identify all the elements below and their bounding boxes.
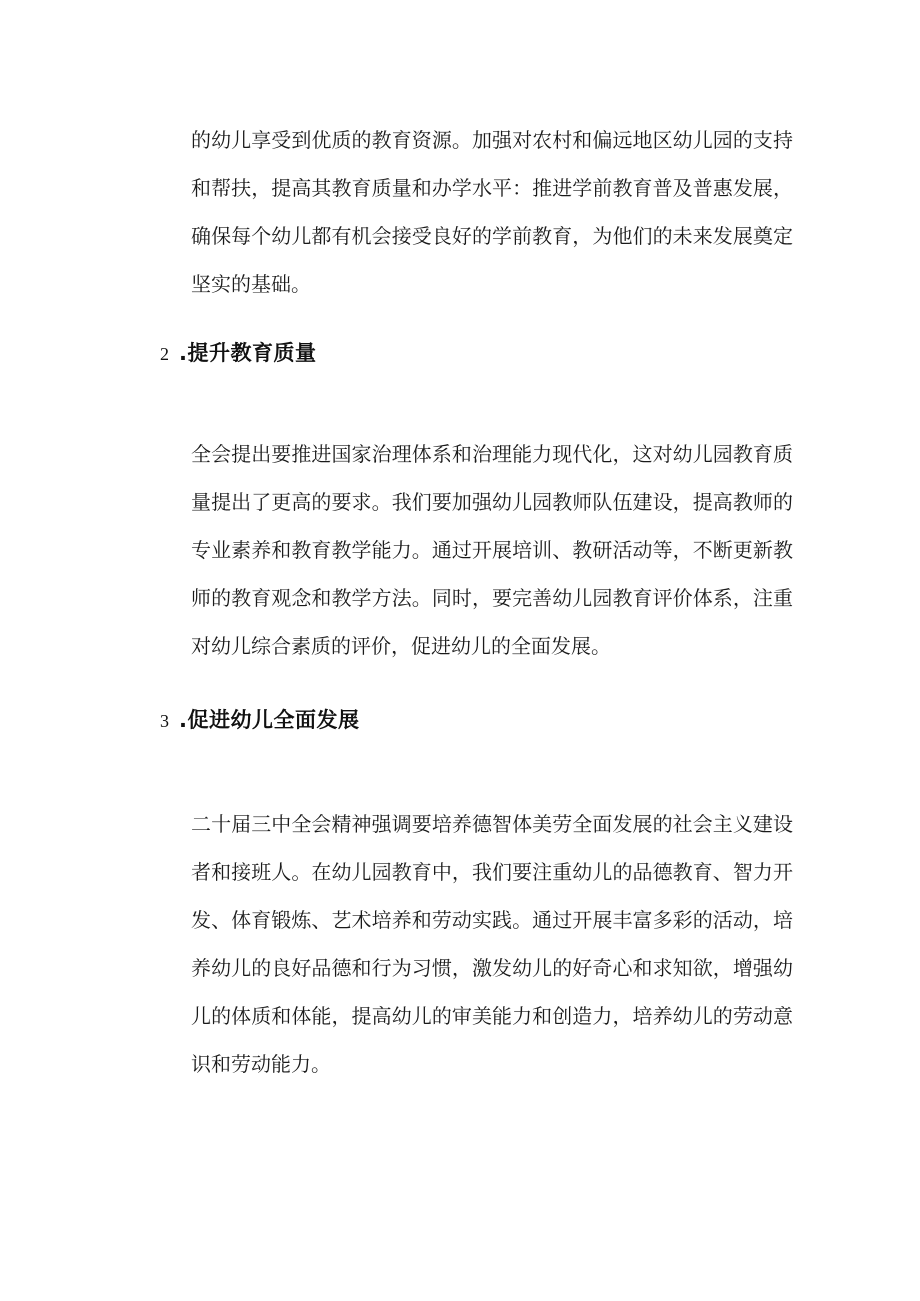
section-title: .提升教育质量: [179, 341, 317, 365]
section-number: 3: [160, 711, 169, 731]
paragraph-education-resources: 的幼儿享受到优质的教育资源。加强对农村和偏远地区幼儿园的支持和帮扶，提高其教育质量和办学水平：推进学前教育普及普惠发展，确保每个幼儿都有机会接受良好的学前教育，为他们的未来发展奠定坚实的基础。: [191, 128, 793, 296]
section-title: .促进幼儿全面发展: [179, 708, 360, 732]
section-heading-improve-quality: [160, 338, 316, 369]
section-number: 2: [160, 344, 169, 364]
paragraph-holistic-development: 二十届三中全会精神强调要培养德智体美劳全面发展的社会主义建设者和接班人。在幼儿园教育中，我们要注重幼儿的品德教育、智力开发、体育锻炼、艺术培养和劳动实践。通过开展丰富多彩的活动，培养幼儿的良好品德和行为习惯，激发幼儿的好奇心和求知欲，增强幼儿的体质和体能，提高幼儿的审美能力和创造力，培养幼儿的劳动意识和劳动能力。: [191, 812, 793, 1076]
section-heading-holistic-development: [160, 705, 359, 736]
paragraph-education-quality: 全会提出要推进国家治理体系和治理能力现代化，这对幼儿园教育质量提出了更高的要求。我们要加强幼儿园教师队伍建设，提高教师的专业素养和教育教学能力。通过开展培训、教研活动等，不断更新教师的教育观念和教学方法。同时，要完善幼儿园教育评价体系，注重对幼儿综合素质的评价，促进幼儿的全面发展。: [191, 442, 793, 658]
